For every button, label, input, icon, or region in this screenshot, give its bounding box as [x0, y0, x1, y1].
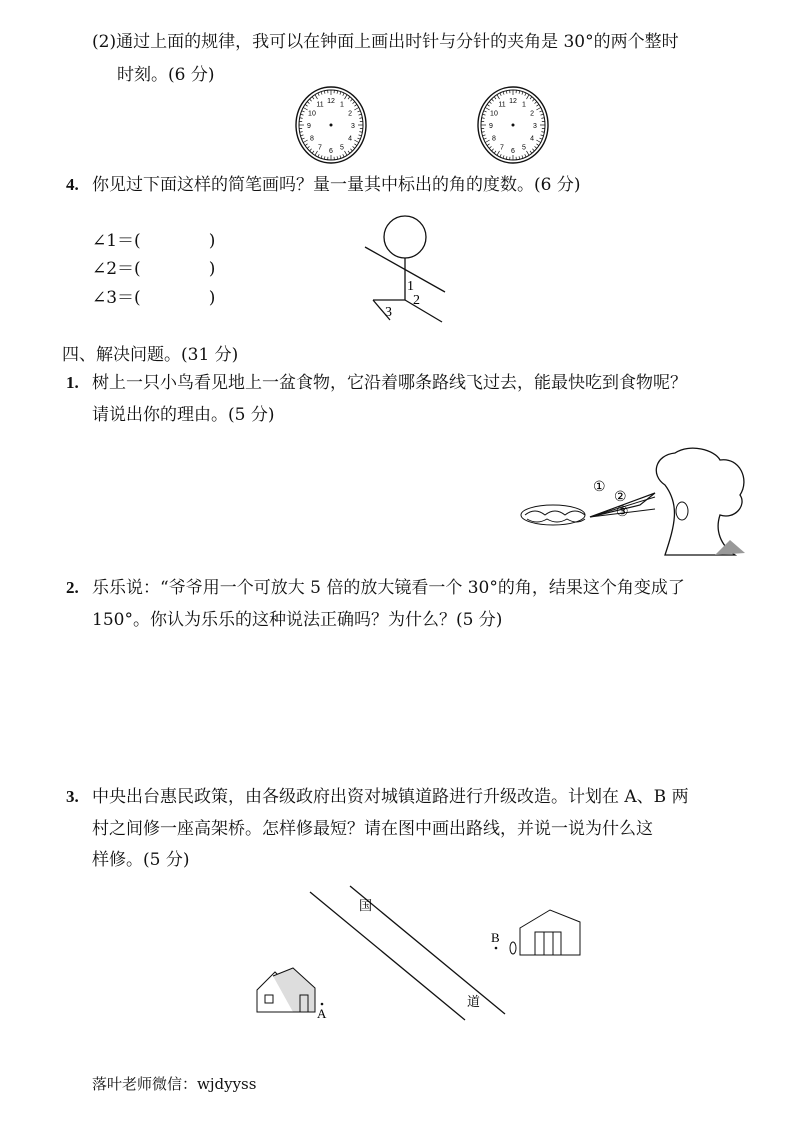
s4-q1-line1: 树上一只小鸟看见地上一盆食物，它沿着哪条路线飞过去，能最快吃到食物呢？ — [92, 373, 687, 393]
clock-number: 9 — [489, 123, 493, 130]
q4-text: 你见过下面这样的简笔画吗？量一量其中标出的角的度数。(6 分) — [92, 175, 581, 195]
bird-tree-food-illustration — [515, 445, 755, 560]
road-label-dao: 道 — [467, 995, 481, 1010]
q4-number: 4. — [66, 175, 79, 194]
clock-number: 9 — [307, 123, 311, 130]
clock-number: 3 — [533, 123, 537, 130]
house-b-icon — [510, 910, 580, 955]
clock-number: 10 — [308, 110, 316, 118]
s4-q1-line2: 请说出你的理由。(5 分) — [92, 405, 275, 425]
clock-number: 2 — [348, 110, 353, 118]
road-label-guo: 国 — [359, 899, 373, 914]
section4-title: 四、解决问题。(31 分) — [62, 345, 239, 365]
angle3-answer: ∠3＝( ) — [92, 288, 216, 308]
clock-number: 5 — [522, 144, 526, 152]
clock-number: 4 — [530, 135, 535, 143]
clock-number: 5 — [340, 144, 344, 152]
stick-figure-diagram — [360, 210, 450, 330]
s4-q2-number: 2. — [66, 578, 79, 597]
clock-number: 3 — [351, 123, 355, 130]
route-label-3: ③ — [616, 504, 629, 520]
s4-q3-line1: 中央出台惠民政策，由各级政府出资对城镇道路进行升级改造。计划在 A、B 两 — [92, 787, 689, 807]
village-a-label: A — [317, 1006, 327, 1021]
clock-number: 11 — [316, 101, 324, 109]
road-edge-2 — [350, 886, 505, 1014]
house-a-icon — [257, 968, 315, 1012]
clock-number: 4 — [348, 135, 353, 143]
angle2-answer: ∠2＝( ) — [92, 259, 216, 279]
clock-number: 10 — [490, 110, 498, 118]
angle-label-2: 2 — [413, 293, 420, 308]
clock-number: 2 — [530, 110, 535, 118]
road-edge-1 — [310, 892, 465, 1020]
clock-number: 8 — [491, 135, 496, 143]
s4-q2-line1: 乐乐说：“爷爷用一个可放大 5 倍的放大镜看一个 30°的角，结果这个角变成了 — [92, 578, 685, 598]
village-b-label: B — [491, 930, 500, 945]
footer-text: 落叶老师微信：wjdyyss — [92, 1075, 257, 1093]
route-label-1: ① — [593, 479, 606, 495]
clock-number: 12 — [327, 98, 335, 105]
clock-number: 7 — [318, 144, 322, 152]
q3-part2-line1: (2)通过上面的规律，我可以在钟面上画出时针与分针的夹角是 30°的两个整时 — [92, 32, 679, 52]
route-label-2: ② — [614, 489, 627, 505]
s4-q3-line3: 样修。(5 分) — [92, 850, 190, 870]
clock-number: 6 — [329, 148, 333, 155]
s4-q3-line2: 村之间修一座高架桥。怎样修最短？请在图中画出路线，并说一说为什么这 — [92, 819, 653, 839]
clock-number: 1 — [340, 101, 344, 109]
angle-label-3: 3 — [385, 305, 392, 320]
angle1-answer: ∠1＝( ) — [92, 231, 216, 251]
q3-part2-line2: 时刻。(6 分) — [117, 65, 215, 85]
angle-label-1: 1 — [407, 279, 414, 294]
clock-number: 8 — [309, 135, 314, 143]
clock-number: 7 — [500, 144, 504, 152]
s4-q2-line2: 150°。你认为乐乐的这种说法正确吗？为什么？(5 分) — [92, 610, 503, 630]
s4-q1-number: 1. — [66, 373, 79, 392]
road-villages-map — [245, 880, 595, 1030]
clock-number: 6 — [511, 148, 515, 155]
clock-number: 1 — [522, 101, 526, 109]
clock-number: 12 — [509, 98, 517, 105]
clock-number: 11 — [498, 101, 506, 109]
s4-q3-number: 3. — [66, 787, 79, 806]
